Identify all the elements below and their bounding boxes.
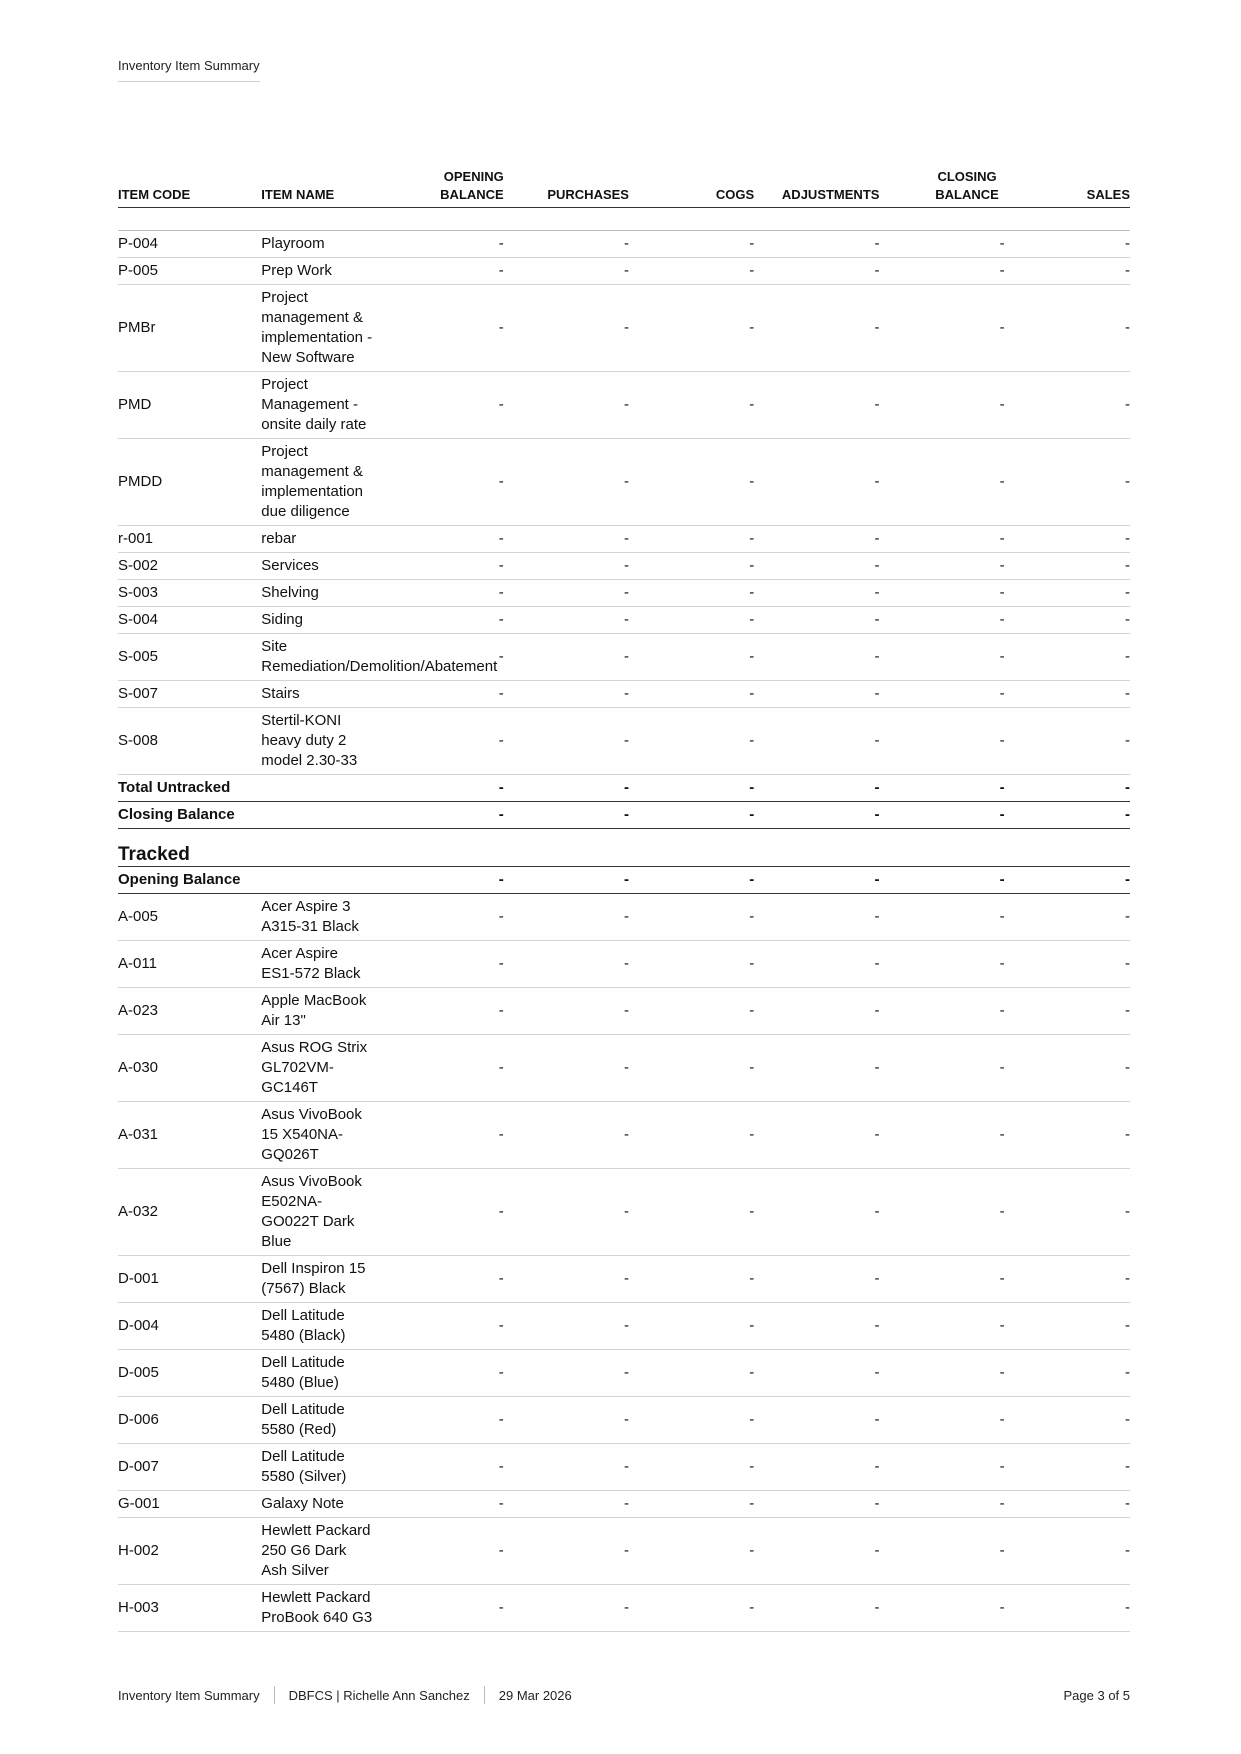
item-code-cell: D-005 [118, 1350, 261, 1397]
item-code-cell: PMDD [118, 439, 261, 526]
item-name-cell: Site Remediation/Demolition/Abatement [261, 634, 378, 681]
item-name-cell: Shelving [261, 580, 378, 607]
adjustments-cell: - [754, 1350, 879, 1397]
cogs-cell: - [629, 802, 754, 829]
purchases-cell: - [504, 802, 629, 829]
item-name-cell: Galaxy Note [261, 1491, 378, 1518]
sales-cell: - [1005, 775, 1130, 802]
table-row [118, 285, 1130, 372]
sales-cell: - [1005, 580, 1130, 607]
column-header-purchases: PURCHASES [504, 168, 629, 208]
purchases-cell: - [504, 1035, 629, 1102]
adjustments-cell: - [754, 285, 879, 372]
opening-balance-cell: - [379, 1518, 504, 1585]
table-row [118, 439, 1130, 526]
purchases-cell: - [504, 775, 629, 802]
closing-balance-cell: - [879, 231, 1004, 258]
sales-cell: - [1005, 553, 1130, 580]
adjustments-cell: - [754, 1035, 879, 1102]
closing-balance-cell: - [879, 1444, 1004, 1491]
item-name-cell: Asus VivoBook 15 X540NA-GQ026T [261, 1102, 378, 1169]
column-header-closing-balance: CLOSING BALANCE [879, 168, 1004, 208]
cogs-cell: - [629, 1585, 754, 1632]
closing-balance-cell: - [879, 681, 1004, 708]
tracked-section-heading-row [118, 843, 1130, 867]
cogs-cell: - [629, 941, 754, 988]
item-code-cell: PMBr [118, 285, 261, 372]
cogs-cell: - [629, 372, 754, 439]
adjustments-cell: - [754, 867, 879, 894]
table-row [118, 941, 1130, 988]
sales-cell: - [1005, 439, 1130, 526]
item-code-cell: D-007 [118, 1444, 261, 1491]
closing-balance-cell: - [879, 526, 1004, 553]
item-code-cell: S-008 [118, 708, 261, 775]
adjustments-cell: - [754, 1491, 879, 1518]
table-row [118, 258, 1130, 285]
sales-cell: - [1005, 1397, 1130, 1444]
item-name-cell: Siding [261, 607, 378, 634]
purchases-cell: - [504, 553, 629, 580]
purchases-cell: - [504, 1518, 629, 1585]
sales-cell: - [1005, 1256, 1130, 1303]
sales-cell: - [1005, 285, 1130, 372]
cogs-cell: - [629, 681, 754, 708]
item-name-cell: Prep Work [261, 258, 378, 285]
item-name-cell: Asus ROG Strix GL702VM-GC146T [261, 1035, 378, 1102]
cogs-cell: - [629, 988, 754, 1035]
item-code-cell: S-007 [118, 681, 261, 708]
item-name-cell: Hewlett Packard ProBook 640 G3 [261, 1585, 378, 1632]
column-header-sales: SALES [1005, 168, 1130, 208]
purchases-cell: - [504, 867, 629, 894]
purchases-cell: - [504, 634, 629, 681]
opening-balance-cell: - [379, 553, 504, 580]
table-row [118, 1444, 1130, 1491]
column-header-item-name: ITEM NAME [261, 168, 378, 208]
table-row [118, 607, 1130, 634]
purchases-cell: - [504, 1585, 629, 1632]
purchases-cell: - [504, 988, 629, 1035]
closing-balance-cell: - [879, 1169, 1004, 1256]
opening-balance-cell: - [379, 372, 504, 439]
sales-cell: - [1005, 941, 1130, 988]
opening-balance-cell: - [379, 258, 504, 285]
cogs-cell: - [629, 607, 754, 634]
adjustments-cell: - [754, 775, 879, 802]
closing-balance-cell: - [879, 580, 1004, 607]
item-code-cell: P-005 [118, 258, 261, 285]
total-untracked-row-label: Total Untracked [118, 775, 379, 802]
cogs-cell: - [629, 1518, 754, 1585]
opening-balance-cell: - [379, 1491, 504, 1518]
cogs-cell: - [629, 1169, 754, 1256]
purchases-cell: - [504, 372, 629, 439]
item-name-cell: Dell Latitude 5480 (Black) [261, 1303, 378, 1350]
sales-cell: - [1005, 867, 1130, 894]
item-code-cell: S-004 [118, 607, 261, 634]
purchases-cell: - [504, 439, 629, 526]
sales-cell: - [1005, 802, 1130, 829]
purchases-cell: - [504, 258, 629, 285]
closing-balance-row-label: Closing Balance [118, 802, 379, 829]
header-spacer-row [118, 208, 1130, 231]
item-name-cell: rebar [261, 526, 378, 553]
sales-cell: - [1005, 1102, 1130, 1169]
item-name-cell: Apple MacBook Air 13" [261, 988, 378, 1035]
sales-cell: - [1005, 1169, 1130, 1256]
footer-divider [484, 1686, 485, 1704]
opening-balance-cell: - [379, 708, 504, 775]
item-code-cell: A-011 [118, 941, 261, 988]
opening-balance-cell: - [379, 802, 504, 829]
adjustments-cell: - [754, 439, 879, 526]
footer-page-number: Page 3 of 5 [1063, 1687, 1130, 1703]
opening-balance-cell: - [379, 988, 504, 1035]
adjustments-cell: - [754, 526, 879, 553]
item-name-cell: Playroom [261, 231, 378, 258]
adjustments-cell: - [754, 1585, 879, 1632]
sales-cell: - [1005, 894, 1130, 941]
cogs-cell: - [629, 1035, 754, 1102]
item-code-cell: PMD [118, 372, 261, 439]
cogs-cell: - [629, 634, 754, 681]
table-row [118, 1169, 1130, 1256]
table-row [118, 634, 1130, 681]
footer-organisation-user: DBFCS | Richelle Ann Sanchez [288, 1687, 470, 1703]
purchases-cell: - [504, 941, 629, 988]
item-code-cell: A-005 [118, 894, 261, 941]
sales-cell: - [1005, 1350, 1130, 1397]
item-name-cell: Dell Inspiron 15 (7567) Black [261, 1256, 378, 1303]
cogs-cell: - [629, 1444, 754, 1491]
column-header-item-code: ITEM CODE [118, 168, 261, 208]
item-name-cell: Dell Latitude 5480 (Blue) [261, 1350, 378, 1397]
purchases-cell: - [504, 285, 629, 372]
sales-cell: - [1005, 372, 1130, 439]
closing-balance-cell: - [879, 1102, 1004, 1169]
item-code-cell: D-001 [118, 1256, 261, 1303]
adjustments-cell: - [754, 1102, 879, 1169]
purchases-cell: - [504, 1397, 629, 1444]
sales-cell: - [1005, 1518, 1130, 1585]
table-row [118, 231, 1130, 258]
opening-balance-cell: - [379, 1350, 504, 1397]
adjustments-cell: - [754, 802, 879, 829]
page-header-title: Inventory Item Summary [118, 58, 260, 82]
opening-balance-cell: - [379, 285, 504, 372]
purchases-cell: - [504, 607, 629, 634]
cogs-cell: - [629, 1397, 754, 1444]
opening-balance-cell: - [379, 681, 504, 708]
adjustments-cell: - [754, 894, 879, 941]
cogs-cell: - [629, 1350, 754, 1397]
opening-balance-cell: - [379, 894, 504, 941]
closing-balance-cell: - [879, 775, 1004, 802]
sales-cell: - [1005, 1303, 1130, 1350]
closing-balance-cell: - [879, 1035, 1004, 1102]
opening-balance-cell: - [379, 941, 504, 988]
adjustments-cell: - [754, 708, 879, 775]
cogs-cell: - [629, 775, 754, 802]
opening-balance-cell: - [379, 1256, 504, 1303]
closing-balance-cell: - [879, 1491, 1004, 1518]
table-row [118, 1102, 1130, 1169]
cogs-cell: - [629, 894, 754, 941]
purchases-cell: - [504, 681, 629, 708]
sales-cell: - [1005, 231, 1130, 258]
item-name-cell: Project management & implementation due diligence [261, 439, 378, 526]
item-code-cell: S-002 [118, 553, 261, 580]
purchases-cell: - [504, 708, 629, 775]
cogs-cell: - [629, 1102, 754, 1169]
cogs-cell: - [629, 708, 754, 775]
opening-balance-row-label: Opening Balance [118, 867, 379, 894]
closing-balance-cell: - [879, 372, 1004, 439]
closing-balance-cell: - [879, 1585, 1004, 1632]
item-code-cell: A-023 [118, 988, 261, 1035]
table-row [118, 1256, 1130, 1303]
cogs-cell: - [629, 526, 754, 553]
table-row [118, 580, 1130, 607]
sales-cell: - [1005, 708, 1130, 775]
item-name-cell: Hewlett Packard 250 G6 Dark Ash Silver [261, 1518, 378, 1585]
adjustments-cell: - [754, 1303, 879, 1350]
item-name-cell: Project Management - onsite daily rate [261, 372, 378, 439]
adjustments-cell: - [754, 258, 879, 285]
purchases-cell: - [504, 1102, 629, 1169]
opening-balance-cell: - [379, 775, 504, 802]
column-header-row [118, 168, 1130, 208]
item-name-cell: Project management & implementation - New Software [261, 285, 378, 372]
table-row [118, 1303, 1130, 1350]
item-code-cell: D-006 [118, 1397, 261, 1444]
column-header-opening-balance: OPENING BALANCE [379, 168, 504, 208]
inventory-summary-table [118, 168, 1130, 1632]
table-row [118, 1350, 1130, 1397]
closing-balance-row [118, 802, 1130, 829]
cogs-cell: - [629, 1303, 754, 1350]
purchases-cell: - [504, 1444, 629, 1491]
purchases-cell: - [504, 526, 629, 553]
sales-cell: - [1005, 607, 1130, 634]
item-code-cell: S-005 [118, 634, 261, 681]
sales-cell: - [1005, 1491, 1130, 1518]
adjustments-cell: - [754, 941, 879, 988]
table-row [118, 988, 1130, 1035]
purchases-cell: - [504, 894, 629, 941]
sales-cell: - [1005, 258, 1130, 285]
item-code-cell: A-031 [118, 1102, 261, 1169]
sales-cell: - [1005, 634, 1130, 681]
opening-balance-cell: - [379, 1585, 504, 1632]
tracked-section-heading: Tracked [118, 843, 1130, 867]
adjustments-cell: - [754, 372, 879, 439]
opening-balance-cell: - [379, 231, 504, 258]
item-code-cell: H-002 [118, 1518, 261, 1585]
closing-balance-cell: - [879, 1397, 1004, 1444]
closing-balance-cell: - [879, 1303, 1004, 1350]
sales-cell: - [1005, 681, 1130, 708]
adjustments-cell: - [754, 988, 879, 1035]
cogs-cell: - [629, 553, 754, 580]
cogs-cell: - [629, 231, 754, 258]
table-row [118, 372, 1130, 439]
cogs-cell: - [629, 285, 754, 372]
table-row [118, 553, 1130, 580]
purchases-cell: - [504, 580, 629, 607]
adjustments-cell: - [754, 231, 879, 258]
adjustments-cell: - [754, 1444, 879, 1491]
item-code-cell: D-004 [118, 1303, 261, 1350]
item-code-cell: G-001 [118, 1491, 261, 1518]
purchases-cell: - [504, 231, 629, 258]
cogs-cell: - [629, 1491, 754, 1518]
closing-balance-cell: - [879, 1256, 1004, 1303]
footer-divider [274, 1686, 275, 1704]
table-row [118, 681, 1130, 708]
adjustments-cell: - [754, 1256, 879, 1303]
table-row [118, 894, 1130, 941]
table-row [118, 1397, 1130, 1444]
closing-balance-cell: - [879, 258, 1004, 285]
closing-balance-cell: - [879, 553, 1004, 580]
table-row [118, 1035, 1130, 1102]
closing-balance-cell: - [879, 894, 1004, 941]
cogs-cell: - [629, 439, 754, 526]
sales-cell: - [1005, 1585, 1130, 1632]
opening-balance-cell: - [379, 580, 504, 607]
table-row [118, 1518, 1130, 1585]
opening-balance-cell: - [379, 1303, 504, 1350]
purchases-cell: - [504, 1350, 629, 1397]
footer-report-name: Inventory Item Summary [118, 1687, 260, 1703]
item-code-cell: S-003 [118, 580, 261, 607]
closing-balance-cell: - [879, 607, 1004, 634]
closing-balance-cell: - [879, 285, 1004, 372]
opening-balance-cell: - [379, 867, 504, 894]
opening-balance-cell: - [379, 1102, 504, 1169]
opening-balance-cell: - [379, 1169, 504, 1256]
cogs-cell: - [629, 580, 754, 607]
item-name-cell: Services [261, 553, 378, 580]
table-row [118, 1491, 1130, 1518]
closing-balance-cell: - [879, 1518, 1004, 1585]
opening-balance-cell: - [379, 607, 504, 634]
adjustments-cell: - [754, 607, 879, 634]
item-code-cell: A-032 [118, 1169, 261, 1256]
closing-balance-cell: - [879, 634, 1004, 681]
opening-balance-cell: - [379, 439, 504, 526]
opening-balance-row [118, 867, 1130, 894]
purchases-cell: - [504, 1256, 629, 1303]
purchases-cell: - [504, 1491, 629, 1518]
item-name-cell: Dell Latitude 5580 (Silver) [261, 1444, 378, 1491]
purchases-cell: - [504, 1169, 629, 1256]
item-name-cell: Dell Latitude 5580 (Red) [261, 1397, 378, 1444]
item-name-cell: Asus VivoBook E502NA-GO022T Dark Blue [261, 1169, 378, 1256]
item-code-cell: A-030 [118, 1035, 261, 1102]
adjustments-cell: - [754, 634, 879, 681]
closing-balance-cell: - [879, 1350, 1004, 1397]
closing-balance-cell: - [879, 941, 1004, 988]
closing-balance-cell: - [879, 988, 1004, 1035]
item-name-cell: Stairs [261, 681, 378, 708]
column-header-adjustments: ADJUSTMENTS [754, 168, 879, 208]
cogs-cell: - [629, 1256, 754, 1303]
opening-balance-cell: - [379, 1397, 504, 1444]
item-code-cell: r-001 [118, 526, 261, 553]
cogs-cell: - [629, 258, 754, 285]
item-name-cell: Acer Aspire ES1-572 Black [261, 941, 378, 988]
opening-balance-cell: - [379, 1035, 504, 1102]
closing-balance-cell: - [879, 867, 1004, 894]
item-name-cell: Acer Aspire 3 A315-31 Black [261, 894, 378, 941]
opening-balance-cell: - [379, 1444, 504, 1491]
opening-balance-cell: - [379, 634, 504, 681]
cogs-cell: - [629, 867, 754, 894]
footer-date: 29 Mar 2026 [498, 1687, 572, 1703]
closing-balance-cell: - [879, 439, 1004, 526]
purchases-cell: - [504, 1303, 629, 1350]
sales-cell: - [1005, 1444, 1130, 1491]
sales-cell: - [1005, 1035, 1130, 1102]
total-untracked-row [118, 775, 1130, 802]
adjustments-cell: - [754, 1397, 879, 1444]
table-row [118, 708, 1130, 775]
adjustments-cell: - [754, 580, 879, 607]
section-gap [118, 829, 1130, 844]
adjustments-cell: - [754, 1169, 879, 1256]
adjustments-cell: - [754, 553, 879, 580]
item-code-cell: P-004 [118, 231, 261, 258]
sales-cell: - [1005, 988, 1130, 1035]
table-row [118, 526, 1130, 553]
opening-balance-cell: - [379, 526, 504, 553]
column-header-cogs: COGS [629, 168, 754, 208]
adjustments-cell: - [754, 1518, 879, 1585]
item-name-cell: Stertil-KONI heavy duty 2 model 2.30-33 [261, 708, 378, 775]
closing-balance-cell: - [879, 708, 1004, 775]
page-footer [118, 1686, 1130, 1704]
closing-balance-cell: - [879, 802, 1004, 829]
sales-cell: - [1005, 526, 1130, 553]
item-code-cell: H-003 [118, 1585, 261, 1632]
table-row [118, 1585, 1130, 1632]
adjustments-cell: - [754, 681, 879, 708]
